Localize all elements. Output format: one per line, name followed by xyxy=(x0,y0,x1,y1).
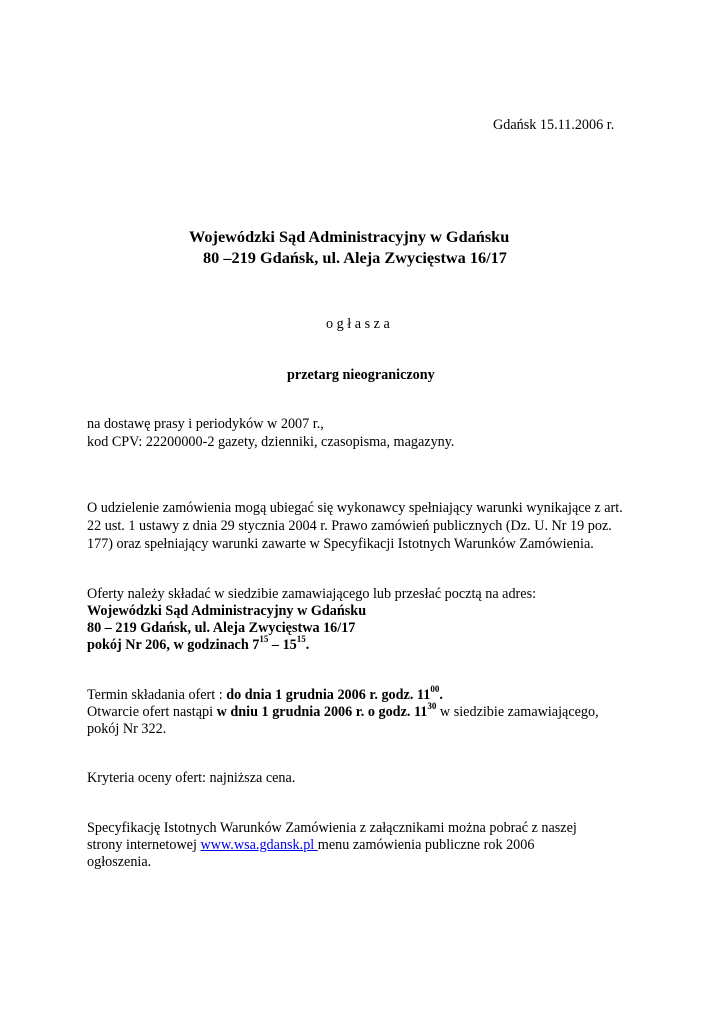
opening-line: Otwarcie ofert nastąpi w dniu 1 grudnia 2006 r. o godz. $11^{30}$ w siedzibie zamawiającego, xyxy=(87,701,599,720)
eligibility-line-2: 22 ust. 1 ustawy z dnia 29 stycznia 2004 r. Prawo zamówień publicznych (Dz. U. Nr 19 poz. xyxy=(87,518,612,534)
criteria-line: Kryteria oceny ofert: najniższa cena. xyxy=(87,770,296,786)
date-line: Gdańsk 15.11.2006 r. xyxy=(493,117,615,133)
tender-type: przetarg nieograniczony xyxy=(287,367,435,383)
subject-line-2: kod CPV: 22200000-2 gazety, dzienniki, czasopisma, magazyny. xyxy=(87,434,455,450)
offers-room-hours: pokój Nr 206, w godzinach $7^{15} - 15^{15}$. xyxy=(87,634,310,653)
website-link[interactable]: www.wsa.gdansk.pl xyxy=(200,837,318,853)
announces-text: o g ł a s z a xyxy=(326,316,390,332)
deadline-value: do dnia 1 grudnia 2006 r. godz. $11^{00}$. xyxy=(226,684,443,703)
opening-room: pokój Nr 322. xyxy=(87,721,167,737)
eligibility-line-3: 177) oraz spełniający warunki zawarte w Specyfikacji Istotnych Warunków Zamówienia. xyxy=(87,536,594,552)
offers-court-name: Wojewódzki Sąd Administracyjny w Gdańsku xyxy=(87,603,367,619)
offers-court-address: 80 – 219 Gdańsk, ul. Aleja Zwycięstwa 16/17 xyxy=(87,620,356,636)
subject-line-1: na dostawę prasy i periodyków w 2007 r., xyxy=(87,416,324,432)
offers-intro: Oferty należy składać w siedzibie zamawiającego lub przesłać pocztą na adres: xyxy=(87,586,537,602)
header-court-name: Wojewódzki Sąd Administracyjny w Gdańsku xyxy=(189,227,510,246)
eligibility-line-1: O udzielenie zamówienia mogą ubiegać się wykonawcy spełniający warunki wynikające z art. xyxy=(87,500,623,516)
spec-line-2: strony internetowej www.wsa.gdansk.pl menu zamówienia publiczne rok 2006 xyxy=(87,837,535,853)
opening-value: w dniu 1 grudnia 2006 r. o godz. $11^{30}$ xyxy=(216,701,437,720)
header-court-address: 80 –219 Gdańsk, ul. Aleja Zwycięstwa 16/17 xyxy=(203,248,507,267)
spec-line-3: ogłoszenia. xyxy=(87,854,152,870)
deadline-line: Termin składania ofert : do dnia 1 grudnia 2006 r. godz. $11^{00}$. xyxy=(87,684,443,703)
spec-line-1: Specyfikację Istotnych Warunków Zamówienia z załącznikami można pobrać z naszej xyxy=(87,820,577,836)
